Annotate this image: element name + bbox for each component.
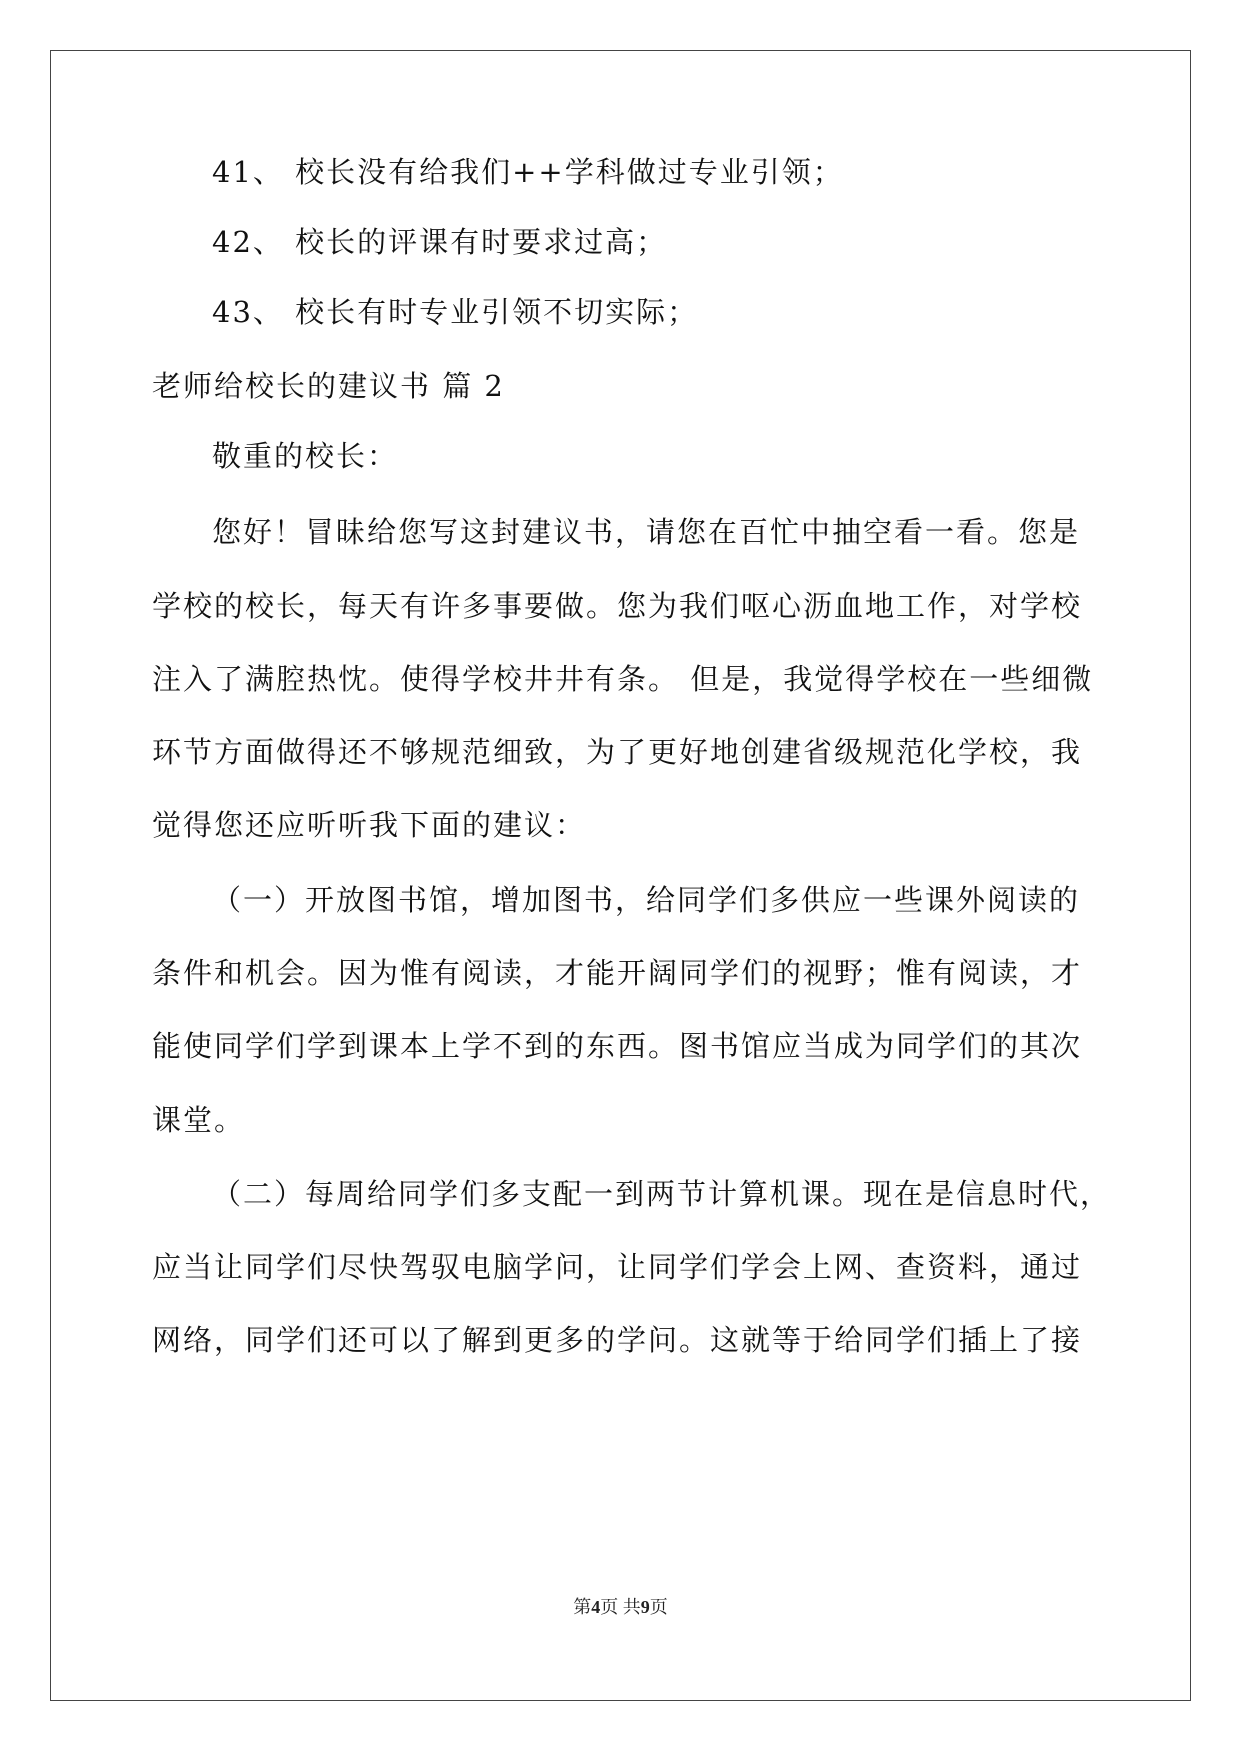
list-item-41: 41、 校长没有给我们++学科做过专业引领； [212,155,844,189]
section-heading: 老师给校长的建议书 篇 2 [152,369,505,403]
paragraph-line: 您好！冒昧给您写这封建议书，请您在百忙中抽空看一看。您是 [212,515,1081,549]
paragraph-line: 注入了满腔热忱。使得学校井井有条。 但是，我觉得学校在一些细微 [152,662,1094,696]
paragraph-line: 能使同学们学到课本上学不到的东西。图书馆应当成为同学们的其次 [152,1029,1083,1063]
page-footer [0,1595,1241,1619]
paragraph-line: 学校的校长，每天有许多事要做。您为我们呕心沥血地工作，对学校 [152,589,1083,623]
total-page-number: 9 [640,1597,650,1617]
paragraph-line: 环节方面做得还不够规范细致，为了更好地创建省级规范化学校，我 [152,735,1083,769]
footer-prefix: 第 [573,1597,592,1617]
paragraph-line: （一）开放图书馆，增加图书，给同学们多供应一些课外阅读的 [212,883,1081,917]
paragraph-line: （二）每周给同学们多支配一到两节计算机课。现在是信息时代， [212,1177,1112,1211]
list-item-43: 43、 校长有时专业引领不切实际； [212,295,699,329]
paragraph-line: 网络，同学们还可以了解到更多的学问。这就等于给同学们插上了接 [152,1323,1083,1357]
footer-suffix: 页 [649,1597,668,1617]
paragraph-line: 课堂。 [152,1103,246,1137]
list-item-42: 42、 校长的评课有时要求过高； [212,225,668,259]
paragraph-line: 条件和机会。因为惟有阅读，才能开阔同学们的视野；惟有阅读，才 [152,956,1083,990]
salutation: 敬重的校长： [212,439,399,473]
current-page-number: 4 [591,1597,601,1617]
paragraph-line: 觉得您还应听听我下面的建议： [152,808,587,842]
paragraph-line: 应当让同学们尽快驾驭电脑学问，让同学们学会上网、查资料，通过 [152,1250,1083,1284]
footer-mid: 页 共 [600,1597,641,1617]
